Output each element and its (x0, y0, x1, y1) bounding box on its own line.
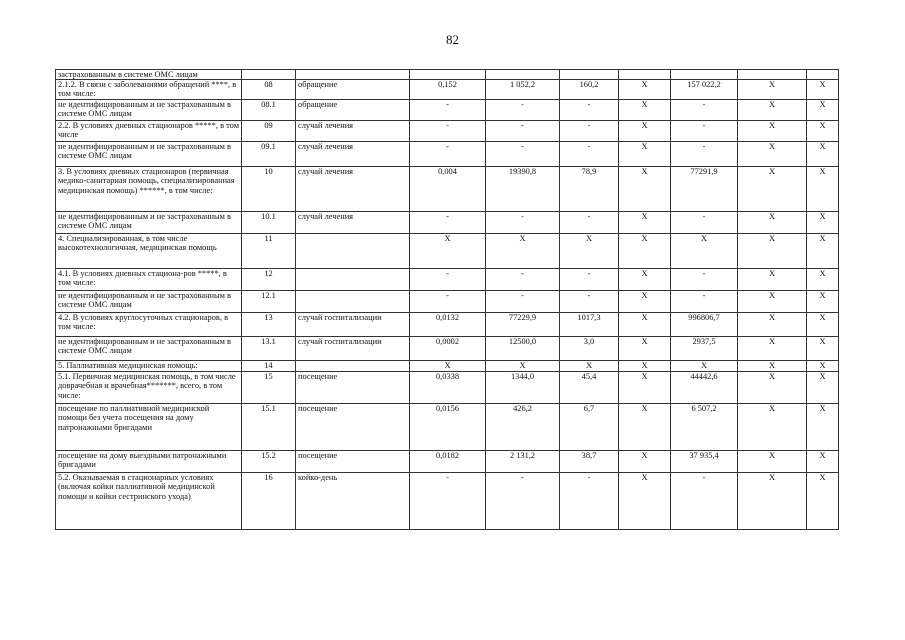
col-x3-cell: X (807, 361, 839, 372)
table-row (56, 80, 839, 100)
table-row (56, 451, 839, 473)
col-x3-cell: X (807, 142, 839, 167)
row-code-cell: 10 (242, 167, 296, 212)
col-x1-cell: X (619, 451, 671, 473)
col-norm-cell: 0,152 (410, 80, 486, 100)
col-per-capita-cell: 78,9 (560, 167, 619, 212)
row-code-cell: 16 (242, 473, 296, 530)
col-cost-cell: - (486, 269, 560, 291)
col-amount-cell: 44442,6 (671, 372, 738, 404)
table-row (56, 142, 839, 167)
col-x1-cell: X (619, 291, 671, 313)
row-unit-cell: обращение (296, 100, 410, 121)
row-code-cell: 12 (242, 269, 296, 291)
row-code-cell: 13.1 (242, 337, 296, 361)
row-name-cell: 5. Паллиативная медицинская помощь: (56, 361, 242, 372)
col-x1-cell: X (619, 337, 671, 361)
col-x3-cell: X (807, 451, 839, 473)
row-name-cell: застрахованным в системе ОМС лицам (56, 70, 242, 80)
col-cost-cell: 426,2 (486, 404, 560, 451)
col-per-capita-cell: - (560, 142, 619, 167)
col-x1-cell: X (619, 142, 671, 167)
col-cost-cell: 77229,9 (486, 313, 560, 337)
row-code-cell: 13 (242, 313, 296, 337)
table-row (56, 404, 839, 451)
col-x1-cell: X (619, 167, 671, 212)
table-row (56, 269, 839, 291)
col-x1-cell: X (619, 100, 671, 121)
col-x2-cell: X (738, 372, 807, 404)
col-cost-cell: 2 131,2 (486, 451, 560, 473)
table-row (56, 473, 839, 530)
table-row (56, 212, 839, 234)
row-code-cell: 09.1 (242, 142, 296, 167)
col-amount-cell: - (671, 473, 738, 530)
col-norm-cell: X (410, 234, 486, 269)
col-amount-cell: 996806,7 (671, 313, 738, 337)
row-unit-cell (296, 269, 410, 291)
col-norm-cell: 0,0182 (410, 451, 486, 473)
row-code-cell: 15.2 (242, 451, 296, 473)
col-x3-cell: X (807, 404, 839, 451)
row-name-cell: 4.2. В условиях круглосуточных стационаров, в том числе: (56, 313, 242, 337)
col-amount-cell: 157 022,2 (671, 80, 738, 100)
table-row (56, 361, 839, 372)
col-per-capita-cell: - (560, 100, 619, 121)
col-per-capita-cell: - (560, 291, 619, 313)
col-x2-cell: X (738, 361, 807, 372)
col-x2-cell: X (738, 121, 807, 142)
row-code-cell: 08 (242, 80, 296, 100)
col-x3-cell (807, 70, 839, 80)
col-norm-cell: - (410, 142, 486, 167)
col-per-capita-cell: - (560, 212, 619, 234)
row-unit-cell (296, 361, 410, 372)
col-x3-cell: X (807, 121, 839, 142)
col-x3-cell: X (807, 269, 839, 291)
row-name-cell: 2.1.2. В связи с заболеваниями обращений ****, в том числе: (56, 80, 242, 100)
col-amount-cell: - (671, 269, 738, 291)
col-cost-cell: 12500,0 (486, 337, 560, 361)
col-per-capita-cell: X (560, 234, 619, 269)
col-x1-cell: X (619, 361, 671, 372)
col-amount-cell: X (671, 361, 738, 372)
col-cost-cell: - (486, 100, 560, 121)
col-norm-cell: 0,0002 (410, 337, 486, 361)
col-x1-cell: X (619, 234, 671, 269)
row-name-cell: 2.2. В условиях дневных стационаров *****, в том числе (56, 121, 242, 142)
col-x1-cell: X (619, 269, 671, 291)
row-unit-cell: случай лечения (296, 121, 410, 142)
col-amount-cell: 77291,9 (671, 167, 738, 212)
row-unit-cell (296, 234, 410, 269)
table-row (56, 313, 839, 337)
row-unit-cell: случай лечения (296, 142, 410, 167)
col-per-capita-cell: 38,7 (560, 451, 619, 473)
row-code-cell: 09 (242, 121, 296, 142)
col-x2-cell: X (738, 234, 807, 269)
page-number: 82 (446, 32, 459, 47)
col-x2-cell: X (738, 269, 807, 291)
col-cost-cell (486, 70, 560, 80)
col-x1-cell: X (619, 212, 671, 234)
row-code-cell: 12.1 (242, 291, 296, 313)
table-row (56, 372, 839, 404)
row-unit-cell: случай госпитализации (296, 313, 410, 337)
col-x3-cell: X (807, 212, 839, 234)
table-row (56, 70, 839, 80)
col-x1-cell: X (619, 80, 671, 100)
col-amount-cell: 6 507,2 (671, 404, 738, 451)
col-x2-cell: X (738, 313, 807, 337)
row-unit-cell (296, 291, 410, 313)
col-per-capita-cell: - (560, 473, 619, 530)
table-row (56, 291, 839, 313)
row-unit-cell: койко-день (296, 473, 410, 530)
col-x3-cell: X (807, 473, 839, 530)
row-unit-cell: посещение (296, 404, 410, 451)
col-x1-cell: X (619, 404, 671, 451)
col-norm-cell: X (410, 361, 486, 372)
row-unit-cell: случай лечения (296, 212, 410, 234)
col-amount-cell: - (671, 100, 738, 121)
col-x1-cell: X (619, 372, 671, 404)
row-code-cell: 15.1 (242, 404, 296, 451)
row-code-cell: 11 (242, 234, 296, 269)
row-unit-cell (296, 70, 410, 80)
col-x3-cell: X (807, 313, 839, 337)
col-x2-cell: X (738, 337, 807, 361)
col-x2-cell: X (738, 80, 807, 100)
col-cost-cell: - (486, 473, 560, 530)
col-norm-cell: 0,0132 (410, 313, 486, 337)
col-x2-cell: X (738, 142, 807, 167)
row-name-cell: посещение по паллиативной медицинской помощи без учета посещения на дому патронажными бригадами (56, 404, 242, 451)
col-amount-cell: - (671, 142, 738, 167)
col-per-capita-cell: - (560, 121, 619, 142)
col-x2-cell: X (738, 212, 807, 234)
col-x1-cell: X (619, 121, 671, 142)
row-name-cell: не идентифицированным и не застрахованным в системе ОМС лицам (56, 337, 242, 361)
col-norm-cell: - (410, 100, 486, 121)
col-x2-cell: X (738, 167, 807, 212)
col-cost-cell: - (486, 291, 560, 313)
table-row (56, 337, 839, 361)
row-name-cell: 3. В условиях дневных стационаров (первичная медико-санитарная помощь, специализированная медицинская помощь) ******, в том числе: (56, 167, 242, 212)
table-row (56, 234, 839, 269)
table-row (56, 121, 839, 142)
col-per-capita-cell: 160,2 (560, 80, 619, 100)
row-unit-cell: случай лечения (296, 167, 410, 212)
row-code-cell: 15 (242, 372, 296, 404)
col-norm-cell: - (410, 121, 486, 142)
col-cost-cell: - (486, 121, 560, 142)
row-name-cell: 5.1. Первичная медицинская помощь, в том числе доврачебная и врачебная*******, всего, в том числе: (56, 372, 242, 404)
row-unit-cell: случай госпитализации (296, 337, 410, 361)
row-name-cell: не идентифицированным и не застрахованным в системе ОМС лицам (56, 100, 242, 121)
col-x1-cell: X (619, 313, 671, 337)
col-amount-cell: 37 935,4 (671, 451, 738, 473)
row-name-cell: посещение на дому выездными патронажными бригадами (56, 451, 242, 473)
col-norm-cell: - (410, 291, 486, 313)
col-x2-cell: X (738, 473, 807, 530)
col-cost-cell: 1344,0 (486, 372, 560, 404)
col-x1-cell (619, 70, 671, 80)
col-x3-cell: X (807, 167, 839, 212)
row-unit-cell: обращение (296, 80, 410, 100)
table-row (56, 100, 839, 121)
row-code-cell: 10.1 (242, 212, 296, 234)
col-cost-cell: X (486, 234, 560, 269)
row-code-cell: 14 (242, 361, 296, 372)
col-x3-cell: X (807, 234, 839, 269)
col-amount-cell: 2937,5 (671, 337, 738, 361)
col-amount-cell: - (671, 121, 738, 142)
col-per-capita-cell: 6,7 (560, 404, 619, 451)
col-cost-cell: 1 052,2 (486, 80, 560, 100)
col-x3-cell: X (807, 372, 839, 404)
col-x2-cell: X (738, 404, 807, 451)
col-x2-cell: X (738, 100, 807, 121)
row-name-cell: 5.2. Оказываемая в стационарных условиях (включая койки паллиативной медицинской помощи и койки сестринского ухода) (56, 473, 242, 530)
col-amount-cell: - (671, 212, 738, 234)
tariff-table (55, 69, 839, 530)
col-norm-cell: - (410, 269, 486, 291)
col-amount-cell: X (671, 234, 738, 269)
col-per-capita-cell: 45,4 (560, 372, 619, 404)
col-amount-cell: - (671, 291, 738, 313)
row-name-cell: 4.1. В условиях дневных стациона-ров *****, в том числе: (56, 269, 242, 291)
col-x2-cell: X (738, 451, 807, 473)
row-code-cell: 08.1 (242, 100, 296, 121)
row-unit-cell: посещение (296, 372, 410, 404)
col-x2-cell: X (738, 291, 807, 313)
col-x3-cell: X (807, 337, 839, 361)
col-cost-cell: 19390,8 (486, 167, 560, 212)
col-norm-cell: 0,0156 (410, 404, 486, 451)
col-cost-cell: X (486, 361, 560, 372)
col-x3-cell: X (807, 100, 839, 121)
col-amount-cell (671, 70, 738, 80)
col-x3-cell: X (807, 291, 839, 313)
row-name-cell: не идентифицированным и не застрахованным в системе ОМС лицам (56, 291, 242, 313)
col-per-capita-cell: X (560, 361, 619, 372)
col-per-capita-cell: 1017,3 (560, 313, 619, 337)
row-name-cell: не идентифицированным и не застрахованным в системе ОМС лицам (56, 212, 242, 234)
col-per-capita-cell (560, 70, 619, 80)
col-cost-cell: - (486, 212, 560, 234)
col-x1-cell: X (619, 473, 671, 530)
row-name-cell: 4. Специализированная, в том числе высокотехнологичная, медицинская помощь (56, 234, 242, 269)
col-x2-cell (738, 70, 807, 80)
col-per-capita-cell: 3,0 (560, 337, 619, 361)
col-norm-cell: 0,004 (410, 167, 486, 212)
col-x3-cell: X (807, 80, 839, 100)
col-per-capita-cell: - (560, 269, 619, 291)
row-code-cell (242, 70, 296, 80)
table-row (56, 167, 839, 212)
col-norm-cell: - (410, 212, 486, 234)
row-name-cell: не идентифицированным и не застрахованным в системе ОМС лицам (56, 142, 242, 167)
col-norm-cell: 0,0338 (410, 372, 486, 404)
col-norm-cell: - (410, 473, 486, 530)
col-norm-cell (410, 70, 486, 80)
col-cost-cell: - (486, 142, 560, 167)
row-unit-cell: посещение (296, 451, 410, 473)
